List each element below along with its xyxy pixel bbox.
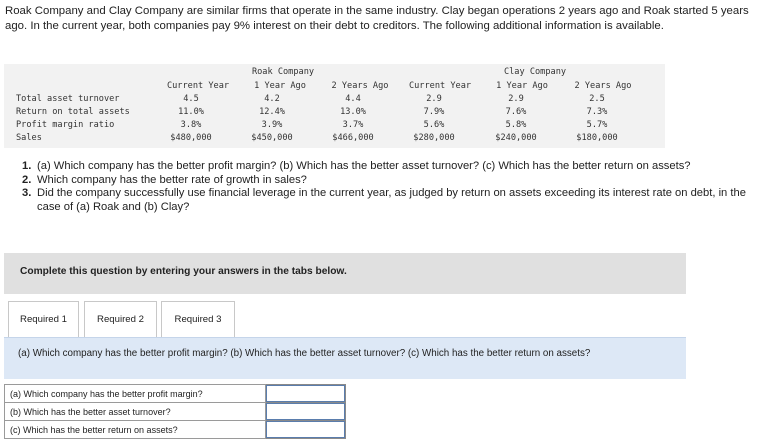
question-item <box>20 174 760 188</box>
question-item <box>20 187 760 214</box>
clay-company-header: Clay Company <box>503 67 567 77</box>
table-cell: 2.5 <box>589 94 605 104</box>
financial-data-table <box>4 64 665 148</box>
answer-input-box[interactable] <box>266 421 345 438</box>
answer-input-profit-margin[interactable] <box>266 385 346 403</box>
col-header: 1 Year Ago <box>496 81 548 91</box>
col-header: 1 Year Ago <box>254 81 306 91</box>
table-cell: 5.6% <box>423 120 445 130</box>
col-header: Current Year <box>408 81 472 91</box>
row-label: Total asset turnover <box>16 94 120 104</box>
roak-company-header: Roak Company <box>251 67 315 77</box>
question-text: Did the company successfully use financial leverage in the current year, as judged by return on assets exceeding its interest rate on debt, in the case of (a) Roak and (b) Clay? <box>37 187 746 214</box>
question-number: 1. <box>22 160 32 172</box>
question-text: (a) Which company has the better profit margin? (b) Which has the better asset turnover? (c) Which has the better return on assets? <box>37 160 691 172</box>
question-number: 2. <box>22 173 32 186</box>
tab-required-2[interactable]: Required 2 <box>84 301 157 337</box>
table-cell: 4.5 <box>183 94 199 104</box>
table-cell: $180,000 <box>576 133 618 143</box>
table-cell: 7.6% <box>505 107 527 117</box>
row-label: Sales <box>16 133 42 143</box>
answer-input-return-on-assets[interactable] <box>266 421 346 439</box>
answer-input-asset-turnover[interactable] <box>266 403 346 421</box>
instructions-text: Complete this question by entering your answers in the tabs below. <box>20 266 347 277</box>
table-cell: 2.9 <box>426 94 442 104</box>
table-cell: 3.9% <box>261 120 283 130</box>
table-cell: $480,000 <box>170 133 212 143</box>
table-cell: $450,000 <box>251 133 293 143</box>
table-cell: $240,000 <box>495 133 537 143</box>
answer-label: (b) Which has the better asset turnover? <box>5 403 266 421</box>
active-question-text: (a) Which company has the better profit margin? (b) Which has the better asset turnover? (c) Which has the better return on assets? <box>18 348 591 359</box>
answer-table <box>4 384 346 439</box>
table-cell: 12.4% <box>259 107 285 117</box>
answer-input-box[interactable] <box>266 403 345 420</box>
question-list <box>20 160 760 215</box>
question-text: Which company has the better rate of growth in sales? <box>37 173 307 186</box>
table-cell: 5.7% <box>586 120 608 130</box>
instructions-bar <box>4 253 686 294</box>
table-cell: 13.0% <box>340 107 366 117</box>
table-cell: $280,000 <box>413 133 455 143</box>
answer-row <box>5 421 346 439</box>
col-header: 2 Years Ago <box>574 81 632 91</box>
answer-row <box>5 385 346 403</box>
answer-row <box>5 403 346 421</box>
tab-required-3[interactable]: Required 3 <box>161 301 235 337</box>
table-cell: 3.7% <box>342 120 364 130</box>
table-cell: 4.4 <box>345 94 361 104</box>
problem-intro: Roak Company and Clay Company are similar firms that operate in the same industry. Clay began operations 2 years ago and Roak started 5 years ago. In the current year, both companies pay 9% interest on their debt to creditors. The following additional information is available. <box>5 5 749 32</box>
table-cell: 3.8% <box>180 120 202 130</box>
table-cell: 11.0% <box>178 107 204 117</box>
answer-label: (c) Which has the better return on assets? <box>5 421 266 439</box>
table-cell: 2.9 <box>508 94 524 104</box>
row-label: Return on total assets <box>16 107 130 117</box>
question-number: 3. <box>22 187 32 200</box>
table-cell: 7.9% <box>423 107 445 117</box>
active-tab-question <box>4 337 686 379</box>
tab-required-1[interactable]: Required 1 <box>8 301 79 337</box>
table-cell: 7.3% <box>586 107 608 117</box>
table-cell: 4.2 <box>264 94 280 104</box>
table-cell: $466,000 <box>332 133 374 143</box>
answer-label: (a) Which company has the better profit margin? <box>5 385 266 403</box>
question-item <box>20 160 760 174</box>
col-header: 2 Years Ago <box>331 81 389 91</box>
table-cell: 5.8% <box>505 120 527 130</box>
col-header: Current Year <box>166 81 230 91</box>
row-label: Profit margin ratio <box>16 120 115 130</box>
answer-input-box[interactable] <box>266 385 345 402</box>
